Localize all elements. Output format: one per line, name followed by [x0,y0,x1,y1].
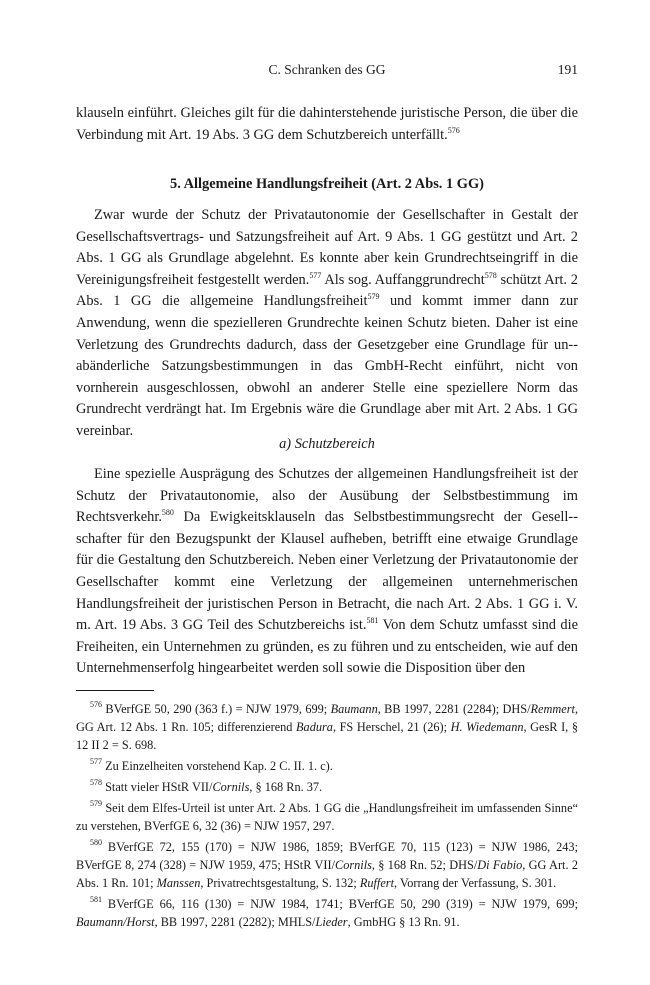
footnote-581: $^{581}$ BVerfGE 66, 116 (130) = NJW 1984, 1741; BVerfGE 50, 290 (319) = NJW 1979, 699; Baumann/Horst, BB 1997, 2281 (2282); MHLS/Lieder, GmbHG § 13 Rn. 91. [76,895,578,929]
footnote-ref-579[interactable]: 579 [367,292,380,302]
intro-text: klauseln einführt. Gleiches gilt für die dahinterstehende juristische Person, die über die Verbindung mit Art. 19 Abs. 3 GG dem Schutzbereich unterfällt. [76,105,578,143]
section-paragraph [76,205,578,443]
subsection-heading: a) Schutzbereich [279,436,375,452]
footnote-ref-580[interactable]: 580 [161,508,174,518]
intro-paragraph [76,103,578,146]
footnote-number: 581 [90,895,102,904]
footnote-579: $^{579}$ Seit dem Elfes-Urteil ist unter Art. 2 Abs. 1 GG die „Handlungsfreiheit im umfassenden Sinne“ zu verstehen, BVerfGE 6, 32 (36) = NJW 1957, 297. [76,799,578,833]
paragraph-text: schützt Art. 2 Abs. 1 GG die allgemeine Handlungsfreiheit [76,271,578,310]
footnote-576: $^{576}$ BVerfGE 50, 290 (363 f.) = NJW 1979, 699; Baumann, BB 1997, 2281 (2284); DHS/Remmert, GG Art. 12 Abs. 1 Rn. 105; differenzierend Badura, FS Herschel, 21 (26); H. Wiedemann, GesR I, § 12 II 2 = S. 698. [76,700,579,752]
paragraph-text: Als sog. Auffanggrundrecht [321,271,485,288]
paragraph-text: und kommt immer dann zur Anwendung, wenn die spezielleren Grundrechte keinen Schutz bieten. Daher ist eine Verletzung des Grundrechts dadurch, dass der Gesetzgeber eine Grundlage für un-abänderliche Satzungsbestimmungen in das GmbH-Recht einführt, nicht von vornherein ausgeschlossen, obwohl an anderer Stelle eine speziellere Norm das Grundrecht verdrängt hat. Im Ergebnis wäre die Grundlage aber mit Art. 2 Abs. 1 GG vereinbar. [76,293,578,439]
footnote-578: $^{578}$ Statt vieler HStR VII/Cornils, § 168 Rn. 37. [90,778,323,794]
footnote-ref-577[interactable]: 577 [309,270,322,280]
footnote-number: 578 [90,778,102,787]
footnote-separator [76,690,154,691]
footnote-number: 576 [90,700,102,709]
subsection-paragraph [76,464,578,680]
footnotes [76,700,578,934]
section-heading: 5. Allgemeine Handlungsfreiheit (Art. 2 Abs. 1 GG) [170,176,484,192]
running-title: C. Schranken des GG [268,62,386,77]
paragraph-text: Eine spezielle Ausprägung des Schutzes der allgemeinen Handlungsfreiheit ist der Schutz der Privatautonomie, also der Ausübung der Selbstbestimmung im Rechtsverkehr. [76,466,578,526]
running-header [76,62,578,80]
footnote-580: $^{580}$ BVerfGE 72, 155 (170) = NJW 1986, 1859; BVerfGE 70, 115 (123) = NJW 1986, 243; BVerfGE 8, 274 (328) = NJW 1959, 475; HStR VII/Cornils, § 168 Rn. 52; DHS/Di Fabio, GG Art. 2 Abs. 1 Rn. 101; Manssen, Privatrechtsgestaltung, S. 132; Ruffert, Vorrang der Verfassung, S. 301. [76,838,578,890]
paragraph-text: Da Ewigkeitsklauseln das Selbstbestimmungsrecht der Gesell-schafter für den Bezugspunkt der Klausel aufheben, betrifft eine etwaige Grundlage für die Gestaltung den Schutzbereich. Neben einer Verletzung der Privatautonomie der Gesellschafter kommt eine Verletzung der allgemeinen unternehmerischen Handlungsfreiheit der juristischen Person in Betracht, die nach Art. 2 Abs. 1 GG i. V. m. Art. 19 Abs. 3 GG Teil des Schutzbereichs ist. [76,509,578,634]
footnote-number: 580 [90,838,102,847]
page-number: 191 [557,62,578,77]
paragraph-text: Von dem Schutz umfasst sind die Freiheiten, ein Unternehmen zu gründen, es zu führen und zu entscheiden, wie auf den Unternehmenserfolg hingearbeitet werden soll sowie die Disposition über den [76,617,578,677]
footnote-number: 577 [90,757,102,766]
footnote-577: $^{577}$ Zu Einzelheiten vorstehend Kap. 2 C. II. 1. c). [90,757,333,773]
footnote-ref-581[interactable]: 581 [366,616,379,626]
footnote-number: 579 [90,799,102,808]
footnote-ref-576[interactable]: 576 [447,125,460,135]
paragraph-text: Zwar wurde der Schutz der Privatautonomie der Gesellschafter in Gestalt der Gesellschaftsvertrags- und Satzungsfreiheit auf Art. 9 Abs. 1 GG gestützt und Art. 2 Abs. 1 GG als Grundlage abgelehnt. Es konnte aber kein Grundrechtseingriff in die Vereinigungsfreiheit festgestellt werden. [76,207,578,288]
footnote-ref-578[interactable]: 578 [484,270,497,280]
